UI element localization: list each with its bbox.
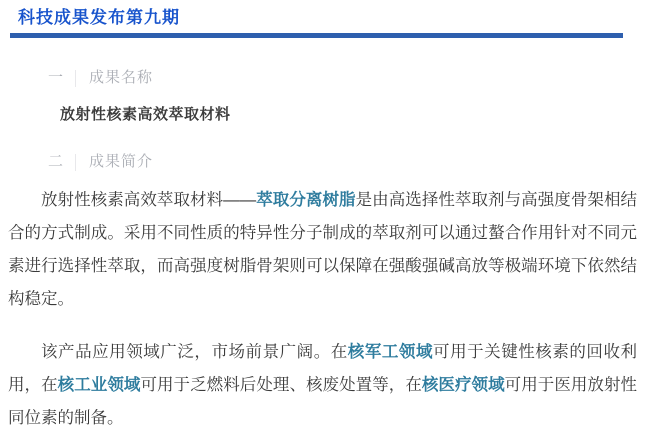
page-title: 科技成果发布第九期: [18, 8, 180, 27]
section-divider: [75, 70, 76, 87]
section-label: 成果简介: [89, 153, 154, 170]
section-number: 一: [48, 69, 64, 86]
application-paragraph: 该产品应用领域广泛，市场前景广阔。在核军工领域可用于关键性核素的回收利用，在核工业领域可用于乏燃料后处理、核废处置等，在核医疗领域可用于医用放射性同位素的制备。: [8, 343, 638, 427]
page-header: [0, 0, 645, 38]
section-divider: [75, 154, 76, 171]
section-heading-achievement-name: [48, 68, 637, 88]
section-heading-achievement-intro: [48, 152, 637, 172]
achievement-name: 放射性核素高效萃取材料: [60, 106, 231, 123]
intro-paragraph: 放射性核素高效萃取材料——萃取分离树脂是由高选择性萃取剂与高强度骨架相结合的方式制成。采用不同性质的特异性分子制成的萃取剂可以通过螯合作用针对不同元素进行选择性萃取，而高强度树脂骨架则可以保障在强酸强碱高放等极端环境下依然结构稳定。: [8, 191, 638, 308]
section-label: 成果名称: [89, 69, 154, 86]
document-content: [0, 68, 645, 435]
title-underline-bar: [10, 33, 623, 38]
section-number: 二: [48, 153, 64, 170]
